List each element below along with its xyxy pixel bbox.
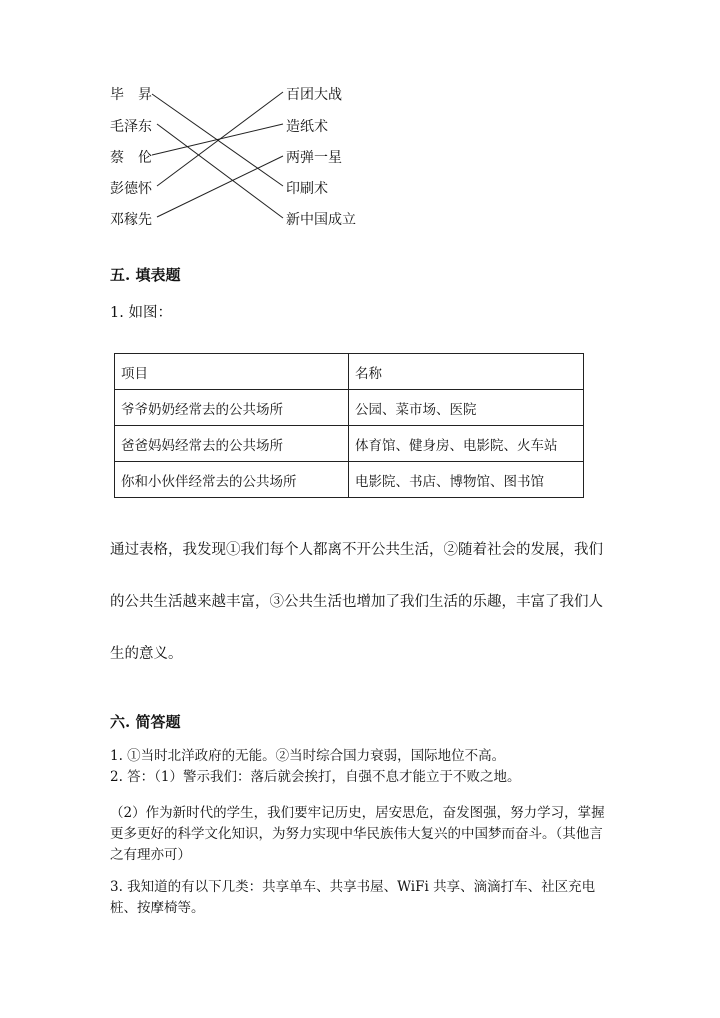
section-six-title: 六. 简答题 [110, 713, 181, 731]
match-line [157, 92, 283, 186]
conclusion-line: 通过表格，我发现①我们每个人都离不开公共生活，②随着社会的发展，我们 [110, 542, 603, 558]
match-right-item: 新中国成立 [286, 212, 356, 228]
table-cell: 爸爸妈妈经常去的公共场所 [115, 426, 349, 462]
match-left-item: 邓稼先 [110, 212, 152, 228]
match-line [157, 156, 283, 217]
match-left-item: 毛泽东 [110, 119, 152, 135]
answer-one: 1. ①当时北洋政府的无能。②当时综合国力衰弱，国际地位不高。 [110, 748, 506, 764]
table-header-cell: 项目 [115, 354, 349, 390]
answer-two-part-two: （2）作为新时代的学生，我们要牢记历史，居安思危，奋发图强，努力学习，掌握更多更好的科学文化知识，为努力实现中华民族伟大复兴的中国梦而奋斗。（其他言之有理亦可） [110, 805, 605, 863]
match-line [152, 124, 283, 155]
table-conclusion [110, 524, 630, 680]
table-row [115, 390, 584, 426]
table-cell: 公园、菜市场、医院 [349, 390, 584, 426]
matching-lines [0, 0, 720, 240]
table-cell: 体育馆、健身房、电影院、火车站 [349, 426, 584, 462]
table-cell: 电影院、书店、博物馆、图书馆 [349, 462, 584, 498]
table-cell: 你和小伙伴经常去的公共场所 [115, 462, 349, 498]
answer-three: 3. 我知道的有以下几类：共享单车、共享书屋、WiFi 共享、滴滴打车、社区充电桩、按摩椅等。 [110, 879, 596, 916]
match-left-item: 毕 昇 [110, 87, 152, 103]
question-one-label: 1. 如图： [110, 305, 172, 321]
match-right-item: 两弹一星 [286, 150, 342, 166]
table-row [115, 426, 584, 462]
match-line [157, 124, 283, 218]
match-right-item: 百团大战 [286, 87, 342, 103]
table-row [115, 462, 584, 498]
match-right-item: 造纸术 [286, 119, 328, 135]
section-five-title: 五. 填表题 [110, 266, 181, 284]
match-left-item: 蔡 伦 [110, 150, 152, 166]
table-header-cell: 名称 [349, 354, 584, 390]
answer-two-part-one: 2. 答：（1）警示我们：落后就会挨打，自强不息才能立于不败之地。 [110, 769, 521, 785]
public-places-table [114, 353, 584, 498]
table-header-row [115, 354, 584, 390]
table-cell: 爷爷奶奶经常去的公共场所 [115, 390, 349, 426]
conclusion-line: 生的意义。 [110, 646, 183, 662]
match-right-item: 印刷术 [286, 181, 328, 197]
conclusion-line: 的公共生活越来越丰富，③公共生活也增加了我们生活的乐趣，丰富了我们人 [110, 594, 603, 610]
match-left-item: 彭德怀 [110, 181, 152, 197]
